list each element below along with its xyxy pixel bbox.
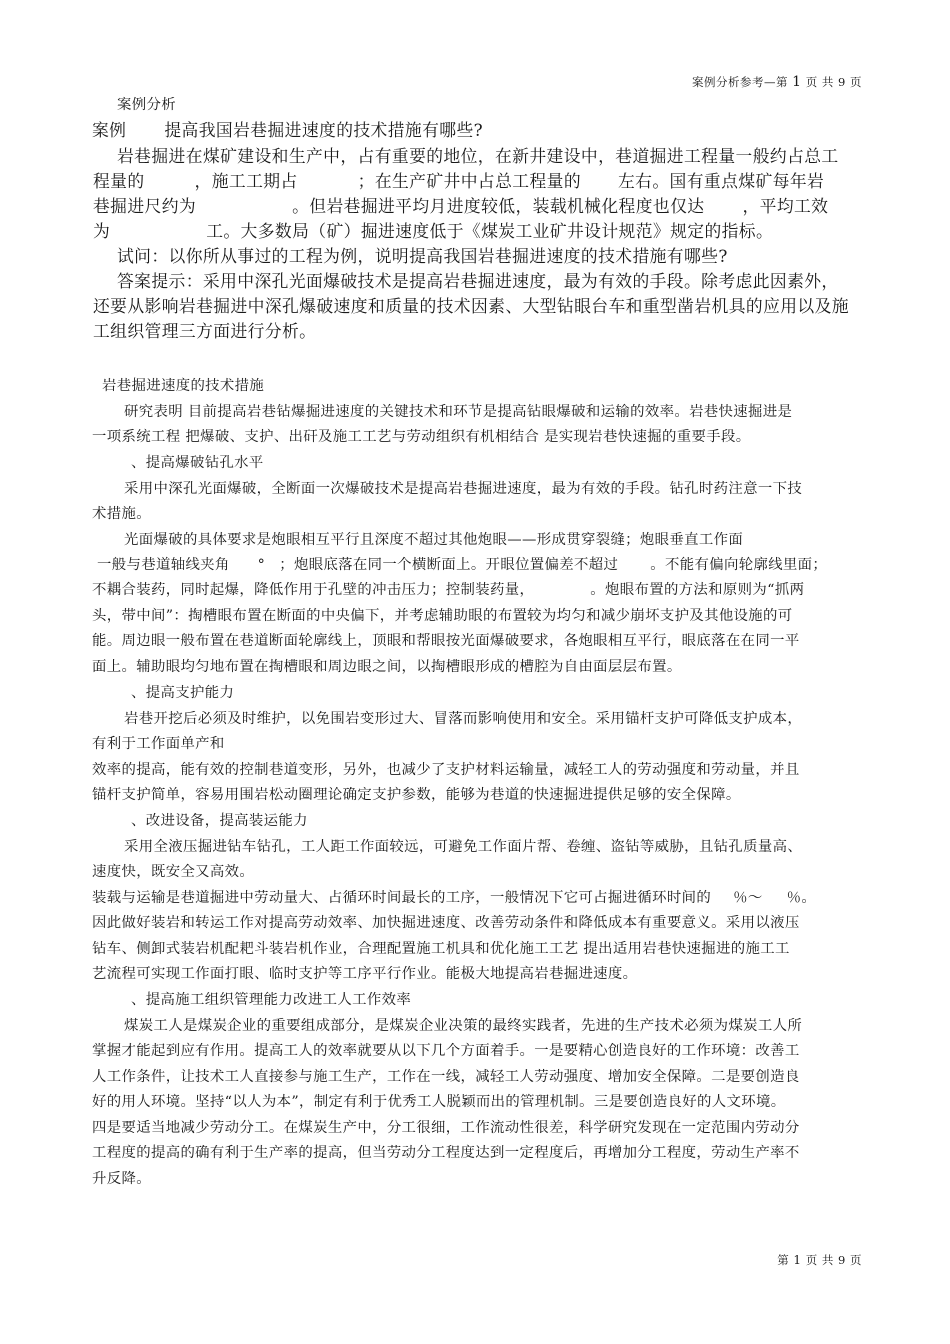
- body-line: 因此做好装岩和转运工作对提高劳动效率、加快掘进速度、改善劳动条件和降低成本有重要意义。采用以液压: [92, 915, 800, 931]
- answer-line: 还要从影响岩巷掘进中深孔爆破速度和质量的技术因素、大型钻眼台车和重型凿岩机具的应用以及施: [93, 296, 849, 316]
- body-line: 一般与巷道轴线夹角 ° ；炮眼底落在同一个横断面上。开眼位置偏差不超过 。不能有偏向轮廓线里面；: [97, 557, 828, 573]
- header-suffix: 页: [850, 75, 862, 89]
- footer-total-pages: 9: [838, 1253, 846, 1267]
- case-para-line: 巷掘进尺约为 。但岩巷掘进平均月进度较低，装载机械化程度也仅达 ，平均工效: [93, 196, 829, 216]
- header-total-pages: 9: [838, 75, 846, 89]
- intro-line: 一项系统工程 把爆破、支护、出矸及施工工艺与劳动组织有机相结合 是实现岩巷快速掘的重要手段。: [92, 429, 751, 445]
- body-line: 升反降。: [92, 1171, 151, 1187]
- header-page-number: 1: [792, 74, 802, 90]
- case-para-line: 岩巷掘进在煤矿建设和生产中，占有重要的地位，在新井建设中，巷道掘进工程量一般约占总工: [117, 146, 839, 166]
- answer-line: 答案提示：采用中深孔光面爆破技术是提高岩巷掘进速度，最为有效的手段。除考虑此因素外，: [117, 271, 839, 291]
- body-line: 有利于工作面单产和: [92, 736, 225, 752]
- body-line: 头，带中间”：掏槽眼布置在断面的中央偏下，并考虑辅助眼的布置较为均匀和减少崩坏支护及其他设施的可: [92, 608, 793, 624]
- answer-line: 工组织管理三方面进行分析。: [93, 321, 317, 341]
- footer-prefix: 第: [777, 1253, 790, 1267]
- body-line: 人工作条件，让技术工人直接参与施工生产，工作在一线，减轻工人劳动强度、增加安全保障。二是要创造良: [92, 1069, 800, 1085]
- section-title: 案例分析: [117, 97, 176, 113]
- body-line: 工程度的提高的确有利于生产率的提高，但当劳动分工程度达到一定程度后，再增加分工程度，劳动生产率不: [92, 1145, 800, 1161]
- section-heading-4: 、提高施工组织管理能力改进工人工作效率: [131, 992, 412, 1008]
- case-question: 提高我国岩巷掘进速度的技术措施有哪些?: [164, 120, 484, 140]
- case-question-title: [92, 117, 483, 141]
- section-heading-1: 、提高爆破钻孔水平: [131, 455, 264, 471]
- body-line: 光面爆破的具体要求是炮眼相互平行且深度不超过其他炮眼——形成贯穿裂缝；炮眼垂直工作面: [124, 532, 744, 548]
- case-question-prompt: 试问：以你所从事过的工程为例，说明提高我国岩巷掘进速度的技术措施有哪些?: [117, 246, 728, 266]
- page-footer: [777, 1252, 862, 1268]
- section-heading-2: 、提高支护能力: [131, 685, 235, 701]
- page-header: [692, 74, 862, 90]
- body-line: 装载与运输是巷道掘进中劳动量大、占循环时间最长的工序，一般情况下它可占掘进循环时间的 ％～ ％。: [92, 890, 817, 906]
- header-middle: 页 共: [805, 75, 834, 89]
- body-line: 钻车、侧卸式装岩机配耙斗装岩机作业，合理配置施工机具和优化施工工艺 提出适用岩巷快速掘进的施工工: [92, 941, 790, 957]
- body-line: 煤炭工人是煤炭企业的重要组成部分，是煤炭企业决策的最终实践者，先进的生产技术必须为煤炭工人所: [124, 1018, 803, 1034]
- body-line: 面上。辅助眼均匀地布置在掏槽眼和周边眼之间，以掏槽眼形成的槽腔为自由面层层布置。: [92, 659, 682, 675]
- body-line: 采用全液压掘进钻车钻孔，工人距工作面较远，可避免工作面片帮、卷缠、盗钻等威胁，且钻孔质量高、: [124, 839, 803, 855]
- body-line: 能。周边眼一般布置在巷道断面轮廓线上，顶眼和帮眼按光面爆破要求，各炮眼相互平行，眼底落在在同一平: [92, 633, 800, 649]
- footer-suffix: 页: [850, 1253, 862, 1267]
- header-prefix: 案例分析参考—第: [691, 75, 788, 89]
- footer-middle: 页 共: [805, 1253, 834, 1267]
- case-para-line: 为 工。大多数局（矿）掘进速度低于《煤炭工业矿井设计规范》规定的指标。: [93, 221, 774, 241]
- footer-page-number: 1: [793, 1253, 802, 1267]
- section-heading-3: 、改进设备，提高装运能力: [131, 813, 308, 829]
- body-line: 艺流程可实现工作面打眼、临时支护等工序平行作业。能极大地提高岩巷掘进速度。: [92, 966, 638, 982]
- body-line: 术措施。: [92, 506, 151, 522]
- body-line: 四是要适当地减少劳动分工。在煤炭生产中，分工很细，工作流动性很差，科学研究发现在一定范围内劳动分: [92, 1120, 800, 1136]
- case-para-line: 程量的 ，施工工期占 ；在生产矿井中占总工程量的 左右。国有重点煤矿每年岩: [93, 171, 825, 191]
- body-line: 不耦合装药，同时起爆，降低作用于孔壁的冲击压力；控制装药量， 。炮眼布置的方法和原则为“抓两: [92, 582, 805, 598]
- body-line: 速度快，既安全又高效。: [92, 864, 255, 880]
- body-line: 好的用人环境。坚持“以人为本”，制定有利于优秀工人脱颖而出的管理机制。三是要创造良好的人文环境。: [92, 1094, 786, 1110]
- body-line: 效率的提高，能有效的控制巷道变形，另外，也减少了支护材料运输量，减轻工人的劳动强度和劳动量，并且: [92, 762, 800, 778]
- intro-line: 研究表明 目前提高岩巷钻爆掘进速度的关键技术和环节是提高钻眼爆破和运输的效率。岩巷快速掘进是: [124, 404, 793, 420]
- body-line: 岩巷开挖后必须及时维护，以免围岩变形过大、冒落而影响使用和安全。采用锚杆支护可降低支护成本，: [124, 711, 803, 727]
- case-label: 案例: [92, 120, 127, 140]
- body-title: 岩巷掘进速度的技术措施: [102, 378, 265, 394]
- body-line: 采用中深孔光面爆破，全断面一次爆破技术是提高岩巷掘进速度，最为有效的手段。钻孔时药注意一下技: [124, 481, 803, 497]
- body-line: 掌握才能起到应有作用。提高工人的效率就要从以下几个方面着手。一是要精心创造良好的工作环境：改善工: [92, 1043, 800, 1059]
- body-line: 锚杆支护简单，容易用围岩松动圈理论确定支护参数，能够为巷道的快速掘进提供足够的安全保障。: [92, 787, 741, 803]
